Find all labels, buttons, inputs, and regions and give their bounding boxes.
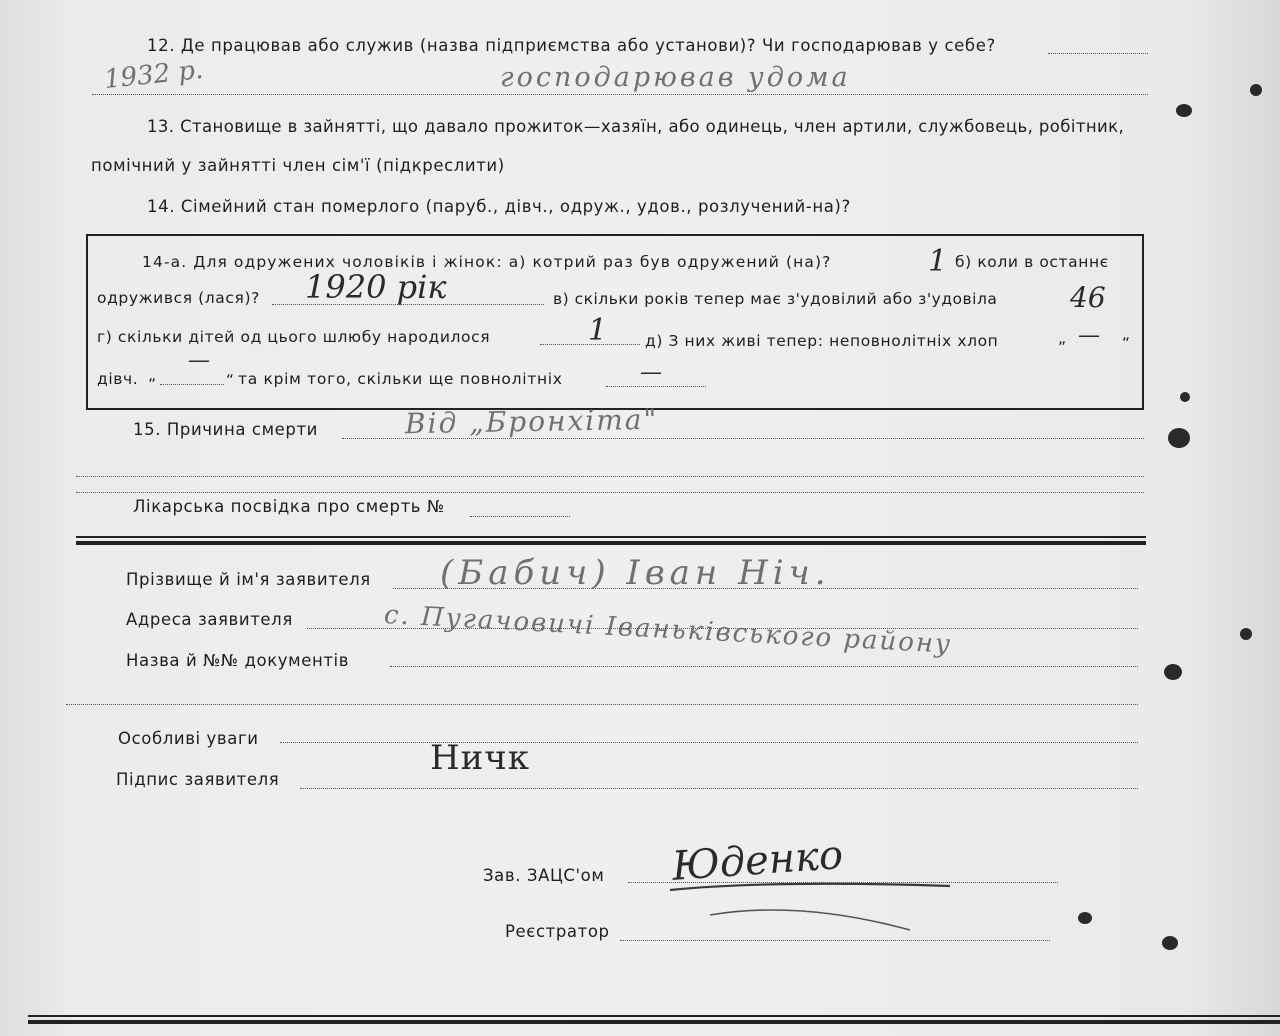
q14a-adults-line xyxy=(606,386,706,387)
bottom-rule-top xyxy=(28,1015,1280,1017)
registry-head-signature: Юденко xyxy=(670,832,845,890)
applicant-signature: Ничк xyxy=(430,738,531,778)
q14a-year-line xyxy=(272,304,544,305)
q14a-girls-line xyxy=(160,384,224,385)
applicant-address-line xyxy=(307,628,1138,629)
documents-line-2 xyxy=(66,704,1138,705)
documents-label: Назва й №№ документів xyxy=(126,651,350,670)
special-notes-label: Особливі уваги xyxy=(118,729,259,748)
medical-certificate-line xyxy=(470,516,570,517)
applicant-signature-label: Підпис заявителя xyxy=(116,770,280,789)
q15-answer-line-3 xyxy=(76,492,1144,493)
q14a-girls-quote-open: „ xyxy=(148,366,157,384)
q14a-children-born: 1 xyxy=(588,313,608,348)
q14a-adults: — xyxy=(640,360,662,385)
q14a-married-year: 1920 рік xyxy=(305,268,447,306)
q14a-line2-label: одружився (лася)? xyxy=(97,289,260,307)
q15-answer: Від „Бронхіта" xyxy=(404,402,659,441)
q14-text: 14. Сімейний стан померлого (паруб., дівч., одруж., удов., розлучений-на)? xyxy=(147,197,851,216)
binding-hole-icon xyxy=(1162,936,1178,950)
medical-certificate-label: Лікарська посвідка про смерть № xyxy=(133,497,445,516)
q12-margin-note: 1932 р. xyxy=(102,54,205,96)
q14a-line3-label: г) скільки дітей од цього шлюбу народилося xyxy=(97,328,491,346)
applicant-signature-line xyxy=(300,788,1138,789)
q15-answer-line-2 xyxy=(76,476,1144,477)
applicant-address-value: с. Пугачовичі Іваньківського району xyxy=(383,600,953,660)
registrar-label: Реєстратор xyxy=(505,922,610,941)
separator-top xyxy=(76,536,1146,538)
q14a-line3-tail: д) З них живі тепер: неповнолітніх хлоп xyxy=(645,332,999,350)
binding-hole-icon xyxy=(1176,104,1192,117)
q12-dotted-line xyxy=(1048,53,1148,54)
q14a-line1-tail: б) коли в останнє xyxy=(955,253,1109,271)
q14a-girls-quote-close: “ xyxy=(226,371,235,389)
binding-hole-icon xyxy=(1250,84,1262,96)
q14a-quote-close: “ xyxy=(1122,334,1131,352)
q12-answer: господарював удома xyxy=(500,62,851,93)
registrar-line xyxy=(620,940,1050,941)
q14a-quote-open: „ xyxy=(1058,329,1067,347)
q14a-girls: — xyxy=(188,348,210,373)
registry-head-label: Зав. ЗАЦС'ом xyxy=(483,866,605,885)
q14a-line2-tail: в) скільки років тепер має з'удовілий або з'удовіла xyxy=(553,290,998,308)
special-notes-line xyxy=(280,742,1138,743)
q14a-widowed-years: 46 xyxy=(1070,281,1106,314)
separator-bottom xyxy=(76,541,1146,545)
binding-hole-icon xyxy=(1078,912,1092,924)
signature-flourish-icon xyxy=(650,860,980,940)
q15-answer-line xyxy=(342,438,1144,439)
binding-hole-icon xyxy=(1240,628,1252,640)
binding-hole-icon xyxy=(1180,392,1190,402)
applicant-name-label: Прізвище й ім'я заявителя xyxy=(126,570,371,589)
bottom-rule-bottom xyxy=(28,1020,1280,1024)
applicant-address-label: Адреса заявителя xyxy=(126,610,293,629)
q14a-line4-mid: та крім того, скільки ще повнолітніх xyxy=(238,370,563,388)
q13-line2: помічний у зайнятті член сім'ї (підкреслити) xyxy=(91,156,505,175)
binding-hole-icon xyxy=(1164,664,1182,680)
q12-answer-line xyxy=(92,94,1148,95)
q14a-boys: — xyxy=(1078,323,1100,348)
applicant-name-value: (Бабич) Іван Ніч. xyxy=(440,553,831,593)
q12-text: 12. Де працював або служив (назва підприємства або установи)? Чи господарював у себе? xyxy=(147,36,996,55)
q14a-times-married: 1 xyxy=(928,244,948,279)
q14a-line1: 14-а. Для одружених чоловіків і жінок: а) котрий раз був одружений (на)? xyxy=(142,253,832,271)
binding-hole-icon xyxy=(1168,428,1190,448)
q14a-girls-label: дівч. xyxy=(97,370,139,388)
registry-head-line xyxy=(628,882,1058,883)
documents-line xyxy=(390,666,1138,667)
q15-label: 15. Причина смерти xyxy=(133,420,318,439)
applicant-name-line xyxy=(393,588,1138,589)
q13-line1: 13. Становище в зайнятті, що давало прожиток—хазяїн, або одинець, член артили, службовець, робітник, xyxy=(147,117,1125,136)
